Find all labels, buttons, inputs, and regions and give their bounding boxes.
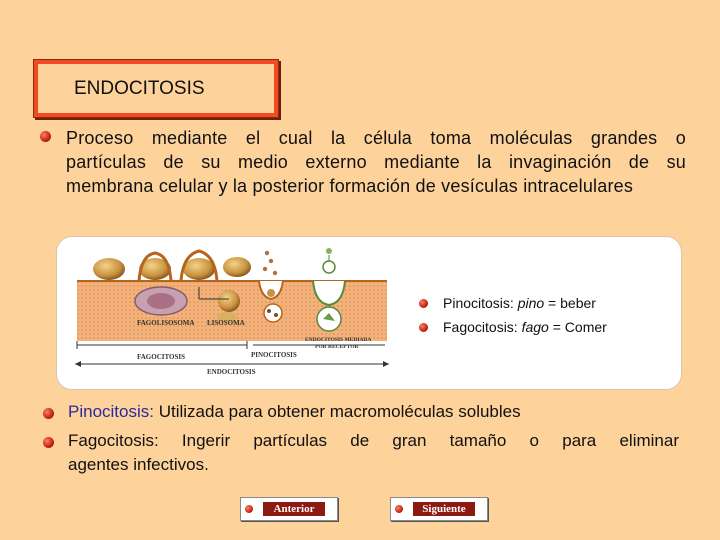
definition-line-1: Proceso mediante el cual la célula toma moléculas grandes o [66,128,686,148]
note-fago-word: fago [521,319,549,335]
endocytosis-illustration [57,237,681,389]
bullet-icon [419,323,428,332]
note-pinocitosis-term: Pinocitosis: [443,295,518,311]
label-endocitosis: ENDOCITOSIS [207,368,256,376]
note-pinocitosis [443,295,596,311]
note-pino-meaning: = beber [544,295,596,311]
label-endocitosis-mediada: ENDOCITOSIS MEDIADA [305,337,372,343]
label-pinocitosis: PINOCITOSIS [251,351,297,359]
particle-icon [183,258,215,280]
note-fago-meaning: = Comer [548,319,607,335]
bullet-arrow-icon [245,505,253,513]
pinocitosis-description [68,400,521,424]
label-fagolisosoma: FAGOLISOSOMA [137,319,195,327]
bullet-icon [40,131,51,142]
page-title: ENDOCITOSIS [38,64,274,113]
diagram-panel [56,236,682,390]
bullet-icon [43,408,54,419]
particle-icon [93,258,125,280]
siguiente-label: Siguiente [413,502,475,516]
definition-text [66,126,686,198]
particle-icon [223,257,251,277]
pinocitosis-text: Utilizada para obtener macromoléculas solubles [153,402,521,421]
anterior-button[interactable] [240,497,338,521]
fagocitosis-line-1: Fagocitosis: Ingerir partículas de gran tamaño o para eliminar [68,431,679,450]
label-por-receptor: POR RECEPTOR [315,344,359,350]
anterior-label: Anterior [263,502,325,516]
fagocitosis-line-2: agentes infectivos. [68,455,209,474]
lisosoma-vesicle [218,290,240,312]
bullet-icon [419,299,428,308]
bullet-arrow-icon [395,505,403,513]
fagocitosis-description [68,429,679,477]
bullet-icon [43,437,54,448]
definition-line-3: membrana celular y la posterior formación de vesículas intracelulares [66,176,634,196]
title-frame [33,59,279,118]
note-fagocitosis [443,319,607,335]
definition-line-2: partículas de su medio externo mediante la invaginación de su [66,152,686,172]
label-lisosoma: LISOSOMA [207,319,245,327]
pinocitosis-term: Pinocitosis: [68,402,154,421]
siguiente-button[interactable] [390,497,488,521]
note-fagocitosis-term: Fagocitosis: [443,319,522,335]
note-pino-word: pino [517,295,545,311]
label-fagocitosis: FAGOCITOSIS [137,353,185,361]
